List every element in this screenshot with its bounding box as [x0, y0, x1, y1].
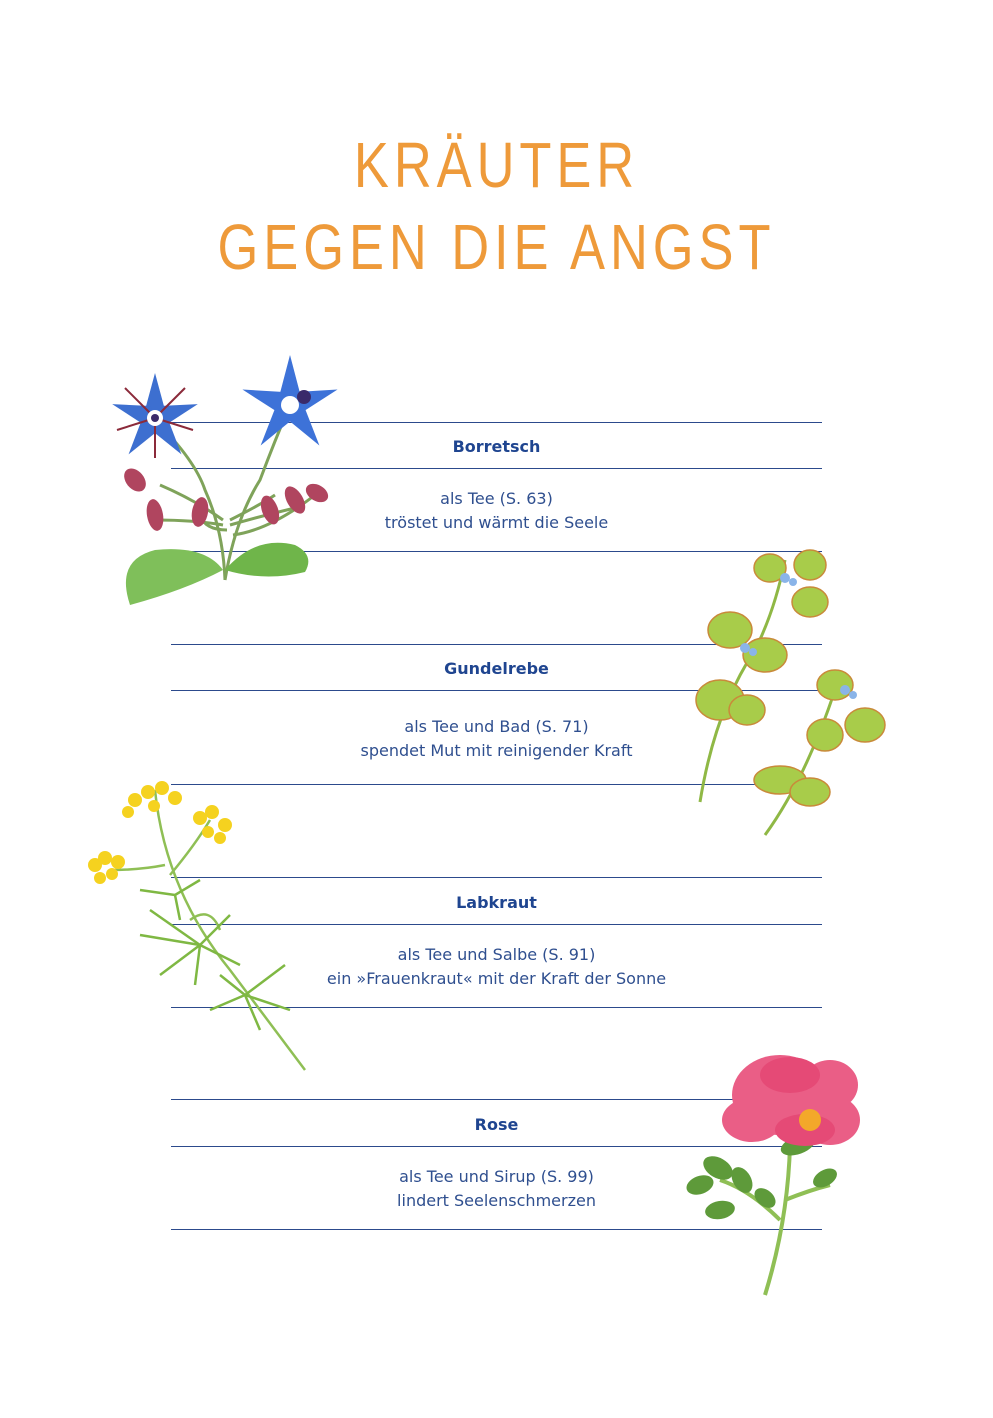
- herb-effect: lindert Seelenschmerzen: [397, 1191, 596, 1210]
- rose-illustration: [680, 1050, 880, 1300]
- herb-usage: als Tee und Bad (S. 71): [404, 717, 589, 736]
- bedstraw-illustration: [80, 770, 320, 1075]
- borage-flower-illustration: [95, 350, 345, 610]
- title-line-2: GEGEN DIE ANGST: [217, 211, 776, 283]
- herb-name: Rose: [474, 1115, 519, 1134]
- herb-usage: als Tee und Sirup (S. 99): [399, 1167, 594, 1186]
- herb-name: Labkraut: [456, 893, 537, 912]
- herb-effect: ein »Frauenkraut« mit der Kraft der Sonne: [326, 969, 667, 988]
- herb-effect: spendet Mut mit reinigender Kraft: [360, 741, 633, 760]
- ground-ivy-illustration: [685, 540, 895, 840]
- title-line-1: KRÄUTER: [353, 129, 640, 201]
- herb-name: Gundelrebe: [444, 659, 549, 678]
- herb-usage: als Tee (S. 63): [440, 489, 553, 508]
- herb-usage: als Tee und Salbe (S. 91): [397, 945, 596, 964]
- herb-name: Borretsch: [452, 437, 541, 456]
- herb-effect: tröstet und wärmt die Seele: [384, 513, 609, 532]
